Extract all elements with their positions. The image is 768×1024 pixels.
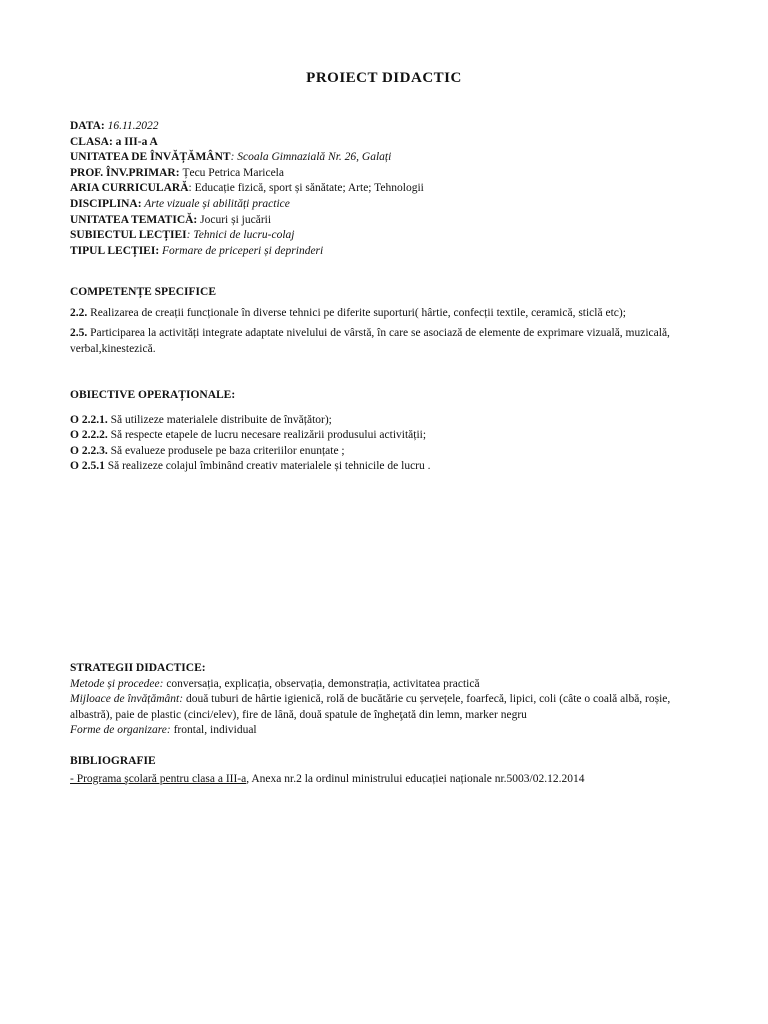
mijloace-label: Mijloace de învățământ: bbox=[70, 693, 184, 706]
obiectiv-text: Să realizeze colajul îmbinând creativ materialele și tehnicile de lucru . bbox=[104, 460, 431, 473]
obiectiv-code: O 2.2.2. bbox=[70, 429, 108, 442]
mijloace-value: două tuburi de hârtie igienică, rolă de bucătărie cu șervețele, foarfecă, lipici, coli (câte o coală albă, roșie, albastră), paie de plastic (cinci/elev), fire de lână, două spatule de îngheţată din lemn, marker negru bbox=[70, 693, 671, 721]
metode-value: conversația, explicația, observația, demonstrația, activitatea practică bbox=[163, 677, 480, 690]
unitatea-value: : Scoala Gimnazială Nr. 26, Galați bbox=[230, 151, 392, 164]
disciplina-value: Arte vizuale și abilități practice bbox=[141, 197, 290, 210]
competente-heading: COMPETENȚE SPECIFICE bbox=[70, 286, 217, 298]
competenta-item bbox=[70, 306, 710, 322]
header-info bbox=[70, 119, 710, 259]
obiectiv-code: O 2.2.3. bbox=[70, 444, 108, 457]
disciplina-label: DISCIPLINA: bbox=[70, 197, 142, 210]
bibliografie-section bbox=[70, 754, 710, 787]
prof-value: Țecu Petrica Maricela bbox=[179, 166, 284, 179]
data-label: DATA: bbox=[70, 120, 105, 132]
obiectiv-item bbox=[70, 459, 710, 475]
metode-label: Metode și procedee: bbox=[70, 677, 164, 690]
clasa-row: CLASA: a III-a A bbox=[70, 135, 158, 148]
tipul-label: TIPUL LECȚIEI: bbox=[70, 244, 160, 257]
obiectiv-code: O 2.2.1. bbox=[70, 413, 108, 426]
prof-label: PROF. ÎNV.PRIMAR: bbox=[70, 166, 180, 179]
subiect-label: SUBIECTUL LECȚIEI bbox=[70, 229, 187, 242]
obiective-list bbox=[70, 413, 710, 475]
unitatea-row bbox=[70, 150, 710, 166]
data-row bbox=[70, 119, 710, 135]
bibliografie-heading: BIBLIOGRAFIE bbox=[70, 755, 156, 767]
tipul-row bbox=[70, 244, 710, 260]
unitatea-label: UNITATEA DE ÎNVĂȚĂMÂNT bbox=[70, 151, 231, 164]
obiectiv-item bbox=[70, 428, 710, 444]
bibliografie-item bbox=[70, 772, 710, 788]
competenta-code: 2.5. bbox=[70, 327, 88, 340]
competenta-text: Participarea la activități integrate adaptate nivelului de vârstă, în care se asociază de elemente de exprimare vizuală, muzicală, verbal,kinestezică. bbox=[70, 327, 670, 355]
strategii-heading: STRATEGII DIDACTICE: bbox=[70, 662, 206, 674]
forme-label: Forme de organizare: bbox=[70, 724, 171, 737]
disciplina-row bbox=[70, 197, 710, 213]
forme-value: frontal, individual bbox=[170, 724, 257, 737]
subiect-row bbox=[70, 228, 710, 244]
obiectiv-item bbox=[70, 444, 710, 460]
aria-value: : Educație fizică, sport și sănătate; Arte; Tehnologii bbox=[188, 182, 424, 195]
page-title: PROIECT DIDACTIC bbox=[306, 70, 462, 86]
obiective-heading: OBIECTIVE OPERAȚIONALE: bbox=[70, 389, 236, 401]
obiective-section bbox=[70, 388, 710, 475]
tematica-label: UNITATEA TEMATICĂ: bbox=[70, 213, 198, 226]
data-value: 16.11.2022 bbox=[107, 120, 159, 132]
tipul-value: Formare de priceperi și deprinderi bbox=[159, 244, 324, 257]
competente-section bbox=[70, 285, 710, 357]
tematica-value: Jocuri și jucării bbox=[197, 213, 272, 226]
obiectiv-code: O 2.5.1 bbox=[70, 460, 105, 473]
obiectiv-item bbox=[70, 413, 710, 429]
competenta-code: 2.2. bbox=[70, 306, 88, 319]
mijloace-row bbox=[70, 692, 710, 723]
prof-row bbox=[70, 166, 710, 182]
aria-label: ARIA CURRICULARĂ bbox=[70, 182, 189, 195]
obiectiv-text: Să respecte etapele de lucru necesare realizării produsului activității; bbox=[107, 429, 427, 442]
competenta-text: Realizarea de creații funcționale în diverse tehnici pe diferite suporturi( hârtie, confecții textile, ceramică, sticlă etc); bbox=[87, 306, 626, 319]
bibliografie-details: , Anexa nr.2 la ordinul ministrului educației naționale nr.5003/02.12.2014 bbox=[246, 772, 585, 785]
aria-row bbox=[70, 181, 710, 197]
subiect-value: : Tehnici de lucru-colaj bbox=[186, 229, 295, 242]
tematica-row bbox=[70, 213, 710, 229]
obiectiv-text: Să utilizeze materialele distribuite de învățător); bbox=[107, 413, 332, 426]
metode-row bbox=[70, 677, 710, 693]
obiectiv-text: Să evalueze produsele pe baza criteriilor enunțate ; bbox=[107, 444, 345, 457]
competenta-item bbox=[70, 326, 710, 357]
forme-row bbox=[70, 723, 710, 739]
strategii-section bbox=[70, 661, 710, 739]
bibliografie-source: - Programa şcolară pentru clasa a III-a bbox=[70, 772, 247, 785]
